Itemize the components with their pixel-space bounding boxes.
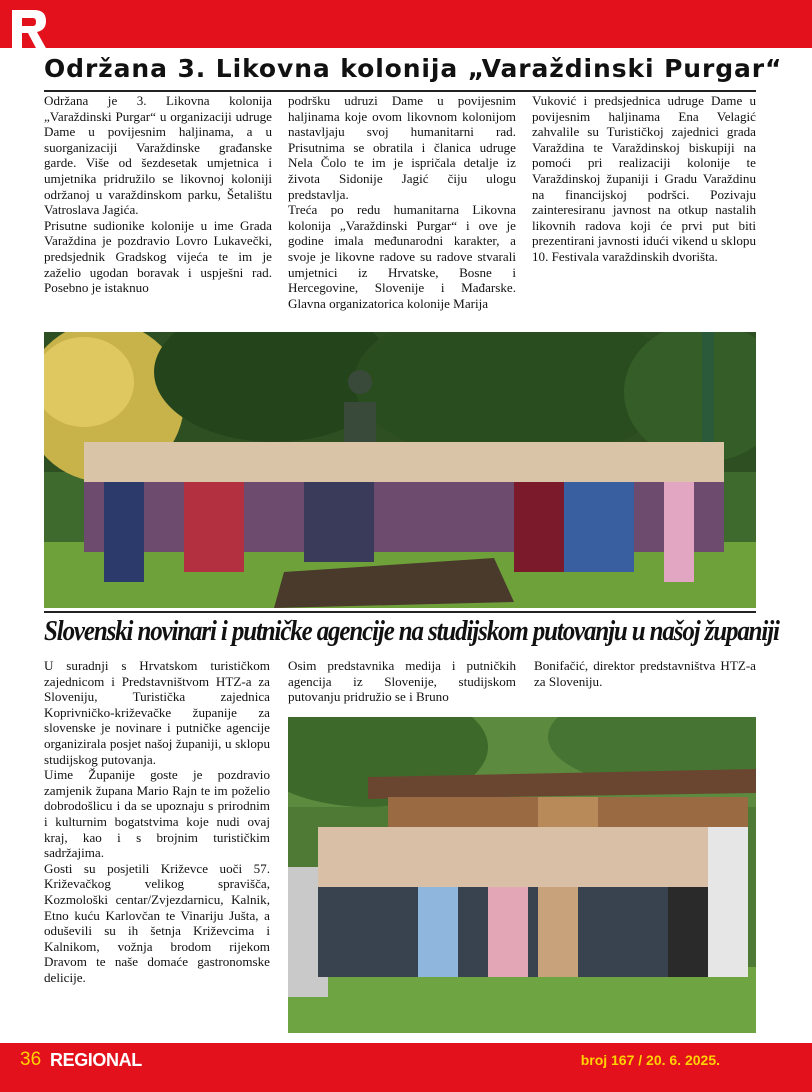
paragraph: Vuković i predsjednica udruge Dame u povijesnim haljinama Ena Velagić zahvalile su Turističkoj zajednici grada Varaždina te Varaždinskoj biskupiji na pomoći pri realizaciji kolonije te Varaždinskoj županiji i Gradu Varaždinu na financijskoj podršci. Pozivaju zainteresiranu javnost na otkup nastalih likovnih radova koji će prvi put biti prezentirani javnosti idući vikend u sklopu 10. Festivala varaždinskih dvorišta. xyxy=(532,93,756,264)
paragraph: Gosti su posjetili Križevce uoči 57. Križevačkog velikog spravišča, Kozmološki centar/Zvjezdarnicu, Kalnik, Etno kuću Karlovčan te Vinariju Jušta, a oduševili su ih šetnja Križevcima i Kalnikom, vožnja brodom rijekom Dravom te naše domaće gastronomske delicije. xyxy=(44,860,270,985)
paragraph: U suradnji s Hrvatskom turističkom zajednicom i Predstavništvom HTZ-a za Sloveniju, Turistička zajednica Koprivničko-križevačke županije za slovenske je novinare i putničke agencije organizirala posjet našoj županiji, u sklopu studijskog putovanja. xyxy=(44,658,270,767)
paragraph: Održana je 3. Likovna kolonija „Varaždinski Purgar“ u organizaciji udruge Dame u povijesnim haljinama, a u suorganizaciji Varaždinske građanske garde. Više od šezdesetak umjetnica i umjetnika pridružilo se likovnoj koloniji održanoj u varaždinskom parku, Šetalištu Vatroslava Jagića. xyxy=(44,93,272,218)
paragraph: podršku udruzi Dame u povijesnim haljinama koje ovom likovnom kolonijom nastavljaju svoj humanitarni rad. Prisutnima se obratila i članica udruge Nela Čolo te im je ispričala detalje iz života Sidonije Jagić čiju ulogu predstavlja. xyxy=(288,93,516,202)
issue-info: broj 167 / 20. 6. 2025. xyxy=(580,1052,720,1068)
article-1-body xyxy=(44,93,756,311)
article-1-column-1 xyxy=(44,93,272,311)
paragraph: Osim predstavnika medija i putničkih agencija iz Slovenije, studijskom putovanju pridružio se i Bruno xyxy=(288,658,516,705)
article-1-column-2 xyxy=(288,93,516,311)
title-underline xyxy=(44,90,756,92)
article-2-title: Slovenski novinari i putničke agencije na studijskom putovanju u našoj županiji xyxy=(44,615,779,647)
article-1-column-3 xyxy=(532,93,756,311)
paragraph: Prisutne sudionike kolonije u ime Grada Varaždina je pozdravio Lovro Lukavečki, predsjednik Gradskog vijeća te im je zaželio ugodan boravak i uspješni rad. Posebno je istaknuo xyxy=(44,217,272,296)
paragraph: Uime Županije goste je pozdravio zamjenik župana Mario Rajn te im poželio dobrodošlicu i da se upoznaju s prirodnim i kulturnim bogatstvima koje nudi ovaj kraj, kao i s brojnim turističkim sadržajima. xyxy=(44,767,270,861)
paragraph: Bonifačić, direktor predstavništva HTZ-a za Sloveniju. xyxy=(534,658,756,689)
paragraph: Treća po redu humanitarna Likovna kolonija „Varaždinski Purgar“ i ove je godine imala međunarodni karakter, a svoje je likovne radove su radove stvarali umjetnici iz Hrvatske, Bosne i Hercegovine, Slovenije i Mađarske. Glavna organizatorica kolonije Marija xyxy=(288,202,516,311)
regional-r-logo xyxy=(8,4,50,54)
group-photo-wooden-house xyxy=(288,717,756,1033)
article-1-title: Održana 3. Likovna kolonija „Varaždinski Purgar“ xyxy=(44,54,783,83)
brand-name: REGIONAL xyxy=(50,1050,142,1070)
article-2-column-1 xyxy=(44,658,270,985)
top-banner xyxy=(0,0,812,48)
section-divider xyxy=(44,611,756,613)
group-photo-park xyxy=(44,332,756,608)
page-number: 36 xyxy=(20,1049,42,1070)
